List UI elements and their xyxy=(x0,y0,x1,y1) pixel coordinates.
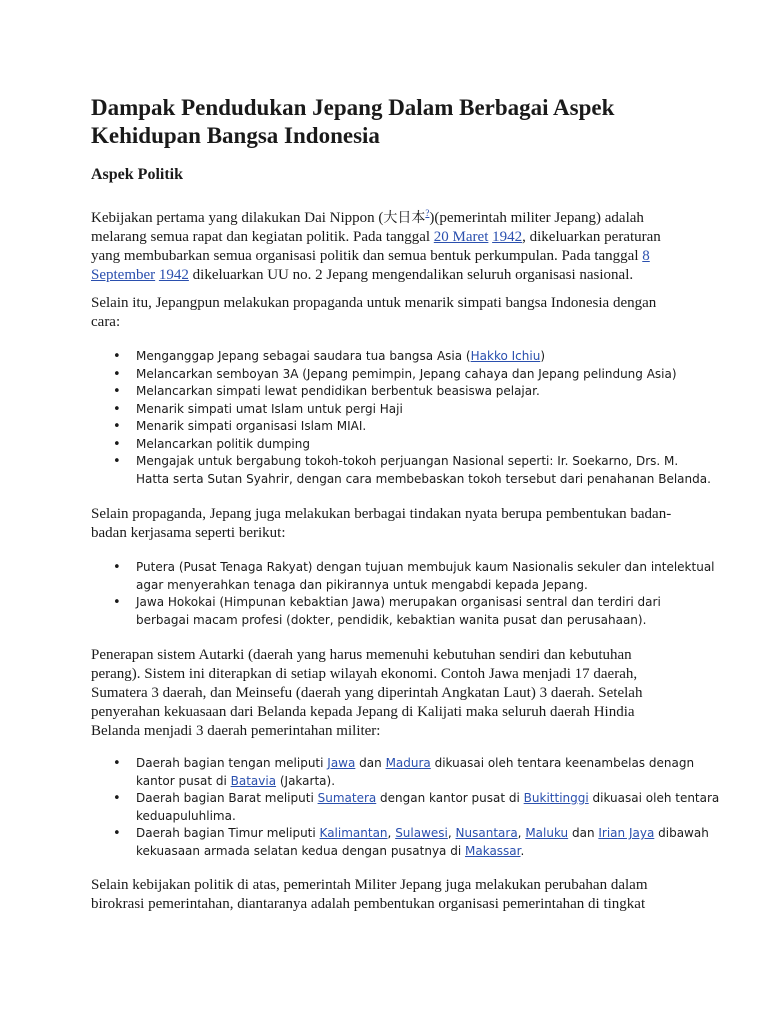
link-madura[interactable]: Madura xyxy=(385,756,431,770)
list-item xyxy=(91,559,715,594)
propaganda-list xyxy=(91,348,711,488)
title-line-1: Dampak Pendudukan Jepang Dalam Berbagai Aspek xyxy=(91,95,615,120)
paragraph-intro xyxy=(91,204,681,285)
text: ) xyxy=(540,349,545,363)
military-regions-list xyxy=(91,755,720,860)
link-maluku[interactable]: Maluku xyxy=(525,826,569,840)
paragraph-birokrasi xyxy=(91,876,681,914)
link-1942[interactable]: 1942 xyxy=(492,229,523,245)
list3-item3-line2 xyxy=(136,843,691,861)
p4-line-2: perang). Sistem ini diterapkan di setiap wilayah ekonomi. Contoh Jawa menjadi 17 daerah, xyxy=(91,666,638,682)
text: Daerah bagian Barat meliputi xyxy=(136,791,318,805)
list3-item2-line2: keduapuluhlima. xyxy=(136,808,236,823)
list3-item3-line1 xyxy=(136,825,709,843)
p2-line-2: cara: xyxy=(91,314,121,330)
text: Daerah bagian tengan meliputi xyxy=(136,756,328,770)
paragraph-autarki xyxy=(91,646,681,741)
link-kalimantan[interactable]: Kalimantan xyxy=(319,826,388,840)
link-sulawesi[interactable]: Sulawesi xyxy=(395,826,448,840)
text: dikuasai oleh tentara keenambelas denagn xyxy=(430,756,695,770)
link-20-maret[interactable]: 20 Maret xyxy=(433,229,489,245)
title-line-2: Kehidupan Bangsa Indonesia xyxy=(91,123,380,148)
paragraph-propaganda xyxy=(91,294,681,332)
p1-line-4 xyxy=(91,266,681,285)
footnote-link[interactable]: ? xyxy=(425,208,430,218)
text: kantor pusat di xyxy=(136,773,231,788)
section-heading: Aspek Politik xyxy=(91,166,184,183)
text: , dikeluarkan peraturan xyxy=(522,229,661,245)
p4-line-4: penyerahan kekuasaan dari Belanda kepada Jepang di Kalijati maka seluruh daerah Hindia xyxy=(91,704,635,720)
link-bukittinggi[interactable]: Bukittinggi xyxy=(523,791,589,805)
text: • Putera (Pusat Tenaga Rakyat) dengan tujuan membujuk kaum Nasionalis sekuler dan intelektual xyxy=(136,560,715,574)
link-sumatera[interactable]: Sumatera xyxy=(317,791,377,805)
text: kekuasaan armada selatan kedua dengan pusatnya di xyxy=(136,843,465,858)
link-hakko-ichiu[interactable]: Hakko Ichiu xyxy=(470,349,541,363)
link-irian-jaya[interactable]: Irian Jaya xyxy=(598,826,655,840)
list-item: • Melancarkan semboyan 3A (Jepang pemimpin, Jepang cahaya dan Jepang pelindung Asia) xyxy=(91,366,691,384)
p3-line-1: Selain propaganda, Jepang juga melakukan berbagai tindakan nyata berupa pembentukan badan- xyxy=(91,506,672,522)
p4-line-5: Belanda menjadi 3 daerah pemerintahan militer: xyxy=(91,723,381,739)
text: • Mengajak untuk bergabung tokoh-tokoh perjuangan Nasional seperti: Ir. Soekarno, Drs. M. xyxy=(136,454,679,468)
p5-line-1: Selain kebijakan politik di atas, pemerintah Militer Jepang juga melakukan perubahan dalam xyxy=(91,877,648,893)
list-item: • Melancarkan simpati lewat pendidikan berbentuk beasiswa pelajar. xyxy=(91,383,691,401)
text: (Jakarta). xyxy=(276,773,336,788)
list3-item1-line1 xyxy=(136,755,695,773)
text: , xyxy=(447,826,456,840)
document-title xyxy=(91,94,691,150)
list-item: • Melancarkan politik dumping xyxy=(91,436,691,454)
text: • Jawa Hokokai (Himpunan kebaktian Jawa) merupakan organisasi sentral dan terdiri dari xyxy=(136,595,661,609)
p1-line-2 xyxy=(91,228,681,247)
link-jawa[interactable]: Jawa xyxy=(327,756,356,770)
text: Hatta serta Sutan Syahrir, dengan cara membebaskan tokoh tersebut dari penahanan Belanda. xyxy=(136,471,711,486)
text: melarang semua rapat dan kegiatan politik. Pada tanggal xyxy=(91,229,434,245)
text: Menganggap Jepang sebagai saudara tua bangsa Asia ( xyxy=(136,349,471,363)
list-item xyxy=(91,790,720,825)
list-item: • Menarik simpati umat Islam untuk pergi Haji xyxy=(91,401,691,419)
p5-line-2: birokrasi pemerintahan, diantaranya adalah pembentukan organisasi pemerintahan di tingkat xyxy=(91,896,646,912)
text: dikuasai oleh tentara xyxy=(588,791,720,805)
paragraph-badan-kerjasama xyxy=(91,505,681,543)
text: )(pemerintah militer Jepang) adalah xyxy=(429,210,644,226)
text: dikeluarkan UU no. 2 Jepang mengendalikan seluruh organisasi nasional. xyxy=(188,267,634,283)
list3-item1-line2 xyxy=(136,773,691,791)
text: . xyxy=(520,843,525,858)
list3-item2-line1 xyxy=(136,790,720,808)
list-item: • Menarik simpati organisasi Islam MIAI. xyxy=(91,418,691,436)
link-batavia[interactable]: Batavia xyxy=(230,773,277,788)
text: yang membubarkan semua organisasi politik dan semua bentuk perkumpulan. Pada tanggal xyxy=(91,248,643,264)
list-item xyxy=(91,453,711,488)
text: dan xyxy=(568,826,599,840)
list-item xyxy=(91,348,691,366)
organization-list xyxy=(91,559,715,629)
p1-line-3 xyxy=(91,247,681,266)
p1-line-1 xyxy=(91,204,681,228)
kanji-dai-nippon: 大日本 xyxy=(383,210,426,226)
text: Daerah bagian Timur meliputi xyxy=(136,826,320,840)
list-item xyxy=(91,755,695,790)
text: agar menyerahkan tenaga dan pikirannya untuk mengabdi kepada Jepang. xyxy=(136,577,588,592)
text: dibawah xyxy=(654,826,709,840)
list-item xyxy=(91,825,709,860)
p4-line-1: Penerapan sistem Autarki (daerah yang harus memenuhi kebutuhan sendiri dan kebutuhan xyxy=(91,647,632,663)
link-1942-b[interactable]: 1942 xyxy=(158,267,189,283)
text: Kebijakan pertama yang dilakukan Dai Nippon ( xyxy=(91,210,384,226)
p4-line-3: Sumatera 3 daerah, dan Meinsefu (daerah yang diperintah Angkatan Laut) 3 daerah. Setelah xyxy=(91,685,643,701)
p2-line-1: Selain itu, Jepangpun melakukan propaganda untuk menarik simpati bangsa Indonesia dengan xyxy=(91,295,657,311)
text: , xyxy=(517,826,526,840)
link-september[interactable]: September xyxy=(91,267,156,283)
link-makassar[interactable]: Makassar xyxy=(465,843,521,858)
text: , xyxy=(387,826,396,840)
list-item xyxy=(91,594,691,629)
link-nusantara[interactable]: Nusantara xyxy=(455,826,518,840)
link-8[interactable]: 8 xyxy=(642,248,650,264)
p3-line-2: badan kerjasama seperti berikut: xyxy=(91,525,286,541)
text: dan xyxy=(355,756,386,770)
text: dengan kantor pusat di xyxy=(376,791,524,805)
text: berbagai macam profesi (dokter, pendidik, kebaktian wanita pusat dan perusahaan). xyxy=(136,612,647,627)
